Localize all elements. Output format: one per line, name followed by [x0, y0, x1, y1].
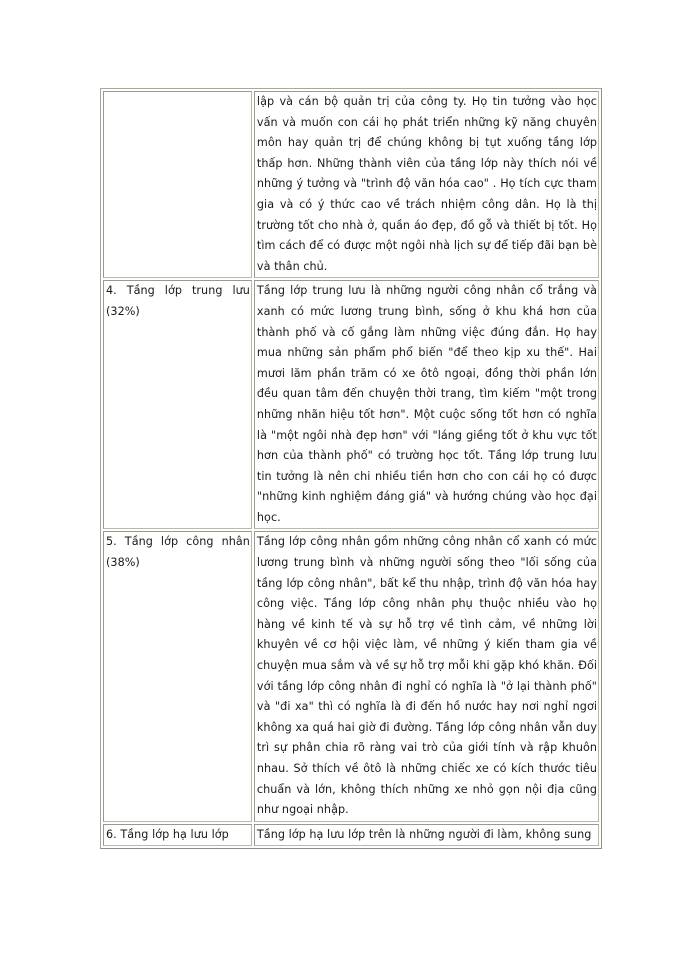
class-label-cell: 5. Tầng lớp công nhân (38%) [103, 531, 252, 821]
social-class-table [100, 88, 602, 849]
class-label-cell [103, 91, 252, 278]
table-row [103, 531, 599, 821]
class-label-cell: 6. Tầng lớp hạ lưu lớp [103, 824, 252, 847]
class-description-cell: Tầng lớp hạ lưu lớp trên là những người đi làm, không sung [254, 824, 599, 847]
table-row [103, 824, 599, 847]
class-description-cell: Tầng lớp trung lưu là những người công nhân cổ trắng và xanh có mức lương trung bình, sống ở khu khá hơn của thành phố và cố gắng làm những việc đúng đắn. Họ hay mua những sản phẩm phổ biến "để theo kịp xu thế". Hai mươi lăm phần trăm có xe ôtô ngoại, đồng thời phần lớn đều quan tâm đến chuyện thời trang, tìm kiếm "một trong những nhãn hiệu tốt hơn". Một cuộc sống tốt hơn có nghĩa là "một ngôi nhà đẹp hơn" với "láng giềng tốt ở khu vực tốt hơn của thành phố" có trường học tốt. Tầng lớp trung lưu tin tưởng là nên chi nhiều tiền hơn cho con cái họ có được "những kinh nghiệm đáng giá" và hướng chúng vào học đại học. [254, 280, 599, 529]
class-description-cell: lập và cán bộ quản trị của công ty. Họ tin tưởng vào học vấn và muốn con cái họ phát triển những kỹ năng chuyên môn hay quản trị để chúng không bị tụt xuống tầng lớp thấp hơn. Những thành viên của tầng lớp này thích nói về những ý tưởng và "trình độ văn hóa cao" . Họ tích cực tham gia và có ý thức cao về trách nhiệm công dân. Họ là thị trường tốt cho nhà ở, quần áo đẹp, đồ gỗ và thiết bị tốt. Họ tìm cách để có được một ngôi nhà lịch sự để tiếp đãi bạn bè và thân chủ. [254, 91, 599, 278]
class-label-cell: 4. Tầng lớp trung lưu (32%) [103, 280, 252, 529]
table-row [103, 280, 599, 529]
class-description-cell: Tầng lớp công nhân gồm những công nhân cổ xanh có mức lương trung bình và những người sống theo "lối sống của tầng lớp công nhân", bất kể thu nhập, trình độ văn hóa hay công việc. Tầng lớp công nhân phụ thuộc nhiều vào họ hàng về kinh tế và sự hỗ trợ về tình cảm, về những lời khuyên về cơ hội việc làm, về những ý kiến tham gia về chuyện mua sắm và về sự hỗ trợ mỗi khi gặp khó khăn. Đối với tầng lớp công nhân đi nghỉ có nghĩa là "ở lại thành phố" và "đi xa" thì có nghĩa là đi đến hồ nước hay nơi nghỉ ngơi không xa quá hai giờ đi đường. Tầng lớp công nhân vẫn duy trì sự phân chia rõ ràng vai trò của giới tính và rập khuôn nhau. Sở thích về ôtô là những chiếc xe có kích thước tiêu chuẩn và lớn, không thích những xe nhỏ gọn nội địa cũng như ngoại nhập. [254, 531, 599, 821]
table-row [103, 91, 599, 278]
